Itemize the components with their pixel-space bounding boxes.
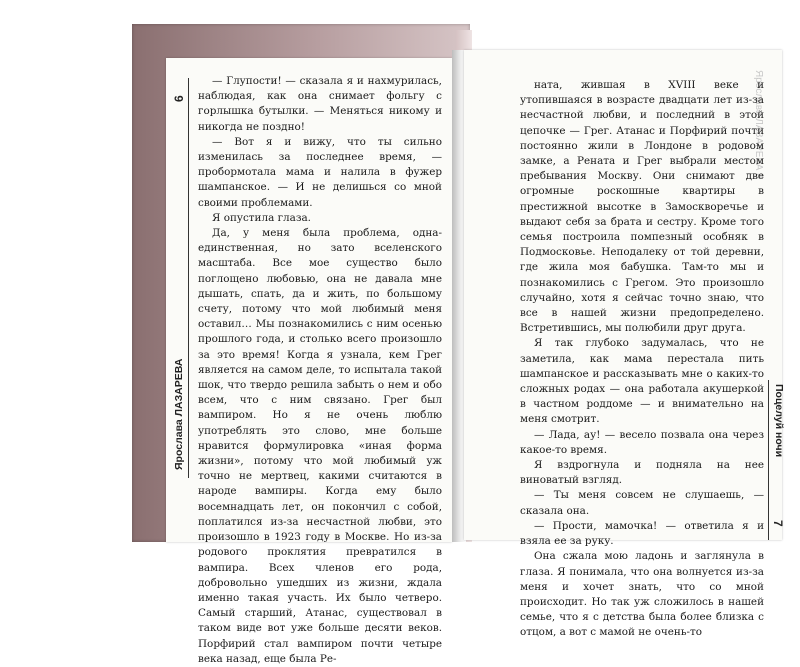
- author-name: Ярослава ЛАЗАРЕВА: [173, 358, 185, 470]
- paragraph: — Вот я и вижу, что ты сильно изменилась за последнее время, — пробормотала мама и налила в фужер шампанское. — И не делишься со мной своими проблемами.: [198, 135, 442, 209]
- paragraph: — Прости, мамочка! — ответила я и взяла ее за руку.: [520, 519, 764, 548]
- page-number-right: 7: [771, 520, 785, 527]
- book-title: Поцелуй ночи: [773, 384, 785, 458]
- paragraph: Она сжала мою ладонь и заглянула в глаза. Я понимала, что она волнуется из-за меня и хочет знать, что со мной происходит. Но так уж сложилось в нашей семье, что я с детства была более близка с отцом, а вот с мамой не очень-то: [520, 550, 764, 639]
- paragraph: Я вздрогнула и подняла на нее виноватый взгляд.: [520, 459, 764, 487]
- right-page-text: [520, 78, 764, 641]
- left-page-text: [198, 74, 442, 667]
- paragraph: Да, у меня была проблема, одна-единственная, но зато вселенского масштаба. Все мое существо было поглощено любовью, она не давала мне дышать, спать, да и жить, по большому счету, потому что мой любимый меня оставил… Мы познакомились с ним осенью прошлого года, и столько всего произошло за это время! Когда я узнала, кем Грег является на самом деле, то испытала такой шок, что твердо решила забыть о нем и обо всем, что с ним связано. Грег был вампиром. Но я не очень люблю употреблять это слово, мне больше нравится формулировка «иная форма жизни», потому что мой любимый уж точно не мертвец, какими считаются в народе вампиры. Когда ему было восемнадцать лет, он покончил с собой, поплатился из-за несчастной любви, это произошло в 1923 году в Москве. Но из-за родового проклятия превратился в вампира. Всех членов его рода, добровольно ушедших из жизни, ждала именно такая участь. Их было четверо. Самый старший, Атанас, существовал в таком виде вот уже больше десяти веков. Порфирий стал вампиром почти четыре века назад, еще была Ре-: [198, 227, 442, 665]
- page-number-left: 6: [172, 95, 186, 102]
- paragraph: — Глупости! — сказала я и нахмурилась, наблюдая, как она снимает фольгу с горлышка бутылки. — Меняться никому и никогда не поздно!: [198, 75, 442, 133]
- paragraph: — Лада, ау! — весело позвала она через какое-то время.: [520, 428, 764, 456]
- paragraph: Я так глубоко задумалась, что не заметила, как мама перестала пить шампанское и рассказывать мне о каких-то сложных родах — она работала акушеркой в частном роддоме — и внимательно на меня смотрит.: [520, 337, 764, 426]
- paragraph: ната, жившая в XVIII веке и утопившаяся в возрасте двадцати лет из-за несчастной любви, и последний в этой цепочке — Грег. Атанас и Порфирий почти постоянно жили в Лондоне в родовом замке, а Рената и Грег выбрали местом пребывания Москву. Они снимают две огромные роскошные квартиры в престижной высотке в Замоскворечье и выдают себя за брата и сестру. Кроме того семья построила помпезный особняк в Подмосковье. Неподалеку от той деревни, где жила моя бабушка. Там-то мы и познакомились с Грегом. Это произошло случайно, хотя я сейчас точно знаю, что все в нашей жизни предопределено. Встретившись, мы полюбили друг друга.: [520, 79, 764, 335]
- right-page: [464, 50, 785, 639]
- left-page: [166, 58, 452, 665]
- left-running-header: [172, 78, 189, 478]
- paragraph: — Ты меня совсем не слушаешь, — сказала она.: [520, 489, 764, 517]
- bleed-through-text: Ярослава ЛАЗАРЕВА 8: [753, 70, 764, 179]
- right-running-header: [768, 380, 785, 540]
- paragraph: Я опустила глаза.: [212, 211, 311, 224]
